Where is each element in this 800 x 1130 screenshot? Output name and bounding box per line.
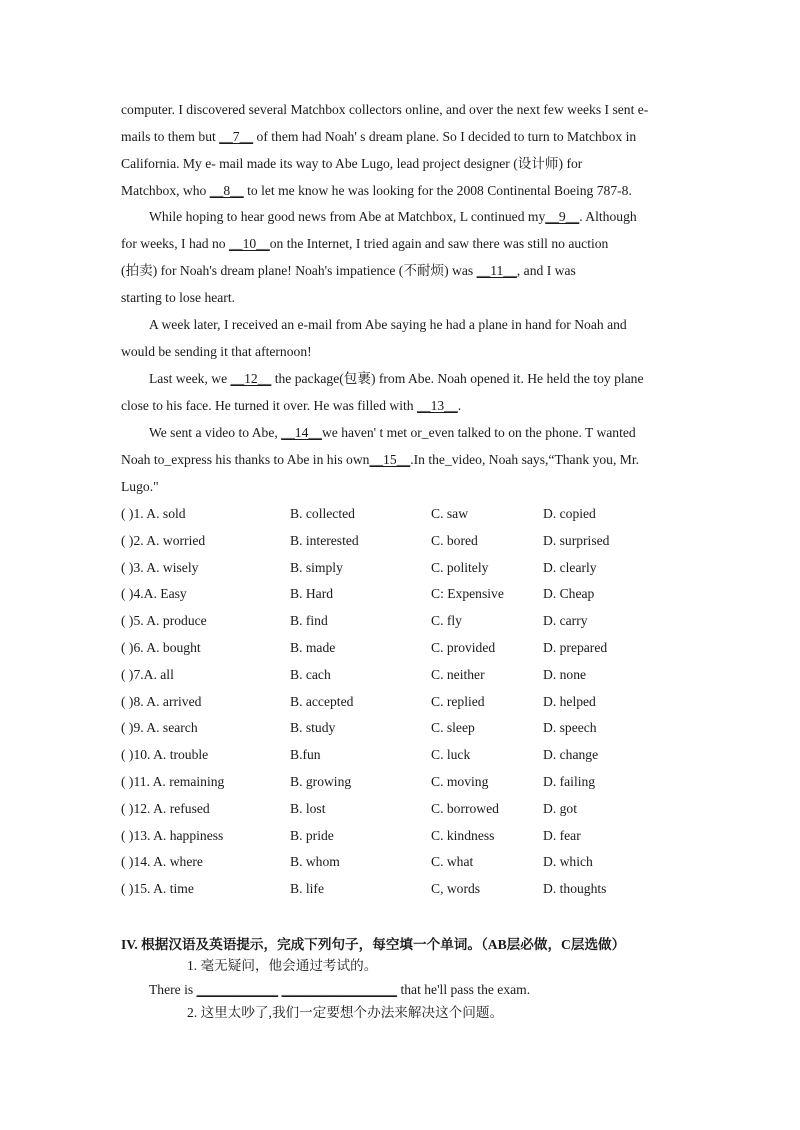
question-option-b: B. simply — [290, 559, 343, 575]
passage-text: , and I was — [516, 263, 576, 278]
question-option-a: ( )5. A. produce — [121, 613, 207, 629]
question-option-a: ( )15. A. time — [121, 881, 194, 897]
passage-line — [121, 262, 576, 280]
passage-line — [149, 316, 627, 334]
question-option-d: D. prepared — [543, 640, 608, 655]
question-option-a: ( )6. A. bought — [121, 640, 201, 655]
question-option-b: B. interested — [290, 532, 359, 548]
passage-text: Last week, we — [149, 371, 231, 386]
passage-text: the package(包裹) from Abe. Noah opened it. He held the toy plane — [271, 371, 644, 386]
cloze-blank: __15__ — [369, 452, 411, 467]
passage-line — [121, 128, 636, 146]
passage-text: . Although — [579, 209, 637, 224]
passage-text: A week later, I received an e-mail from Abe saying he had a plane in hand for Noah and — [149, 317, 627, 332]
question-option-c: C. what — [431, 854, 474, 870]
question-option-d: D. surprised — [543, 532, 610, 548]
passage-line — [149, 370, 644, 388]
question-option-b: B. growing — [290, 774, 352, 789]
question-option-c: C. borrowed — [431, 800, 499, 816]
question-option-a: ( )4.A. Easy — [121, 586, 187, 602]
sentence-text: that he'll pass the exam. — [397, 982, 531, 997]
passage-line — [121, 289, 235, 307]
section-title: IV. 根据汉语及英语提示，完成下列句子，每空填一个单词。（AB层必做，C层选做） — [121, 937, 626, 952]
question-option-c: C. fly — [431, 613, 462, 629]
question-option-c: C. politely — [431, 559, 489, 575]
cloze-blank: __7__ — [219, 129, 254, 144]
passage-line — [121, 101, 648, 119]
cloze-blank: __12__ — [230, 371, 272, 386]
cloze-blank: __9__ — [545, 209, 580, 224]
question-option-b: B. pride — [290, 827, 334, 843]
question-option-b: B. made — [290, 640, 336, 655]
passage-text: to let me know he was looking for the 2008 Continental Boeing 787-8. — [243, 183, 632, 198]
question-option-a: ( )7.A. all — [121, 666, 174, 682]
question-option-a: ( )14. A. where — [121, 854, 203, 870]
question-option-d: D. change — [543, 747, 599, 763]
answer-blank[interactable]: ____________ — [196, 982, 279, 997]
passage-line — [121, 235, 608, 253]
question-option-b: B.fun — [290, 747, 321, 763]
cloze-blank: __14__ — [281, 425, 322, 440]
sentence-text: There is — [149, 982, 197, 997]
passage-line — [121, 397, 461, 415]
question-option-b: B. study — [290, 720, 336, 736]
question-option-c: C: Expensive — [431, 586, 504, 602]
cloze-blank: __8__ — [209, 183, 244, 198]
question-option-a: ( )2. A. worried — [121, 532, 206, 548]
question-option-b: B. Hard — [290, 586, 334, 602]
passage-line — [149, 424, 636, 442]
passage-text: Noah to_express his thanks to Abe in his own — [121, 452, 370, 467]
question-option-b: B. collected — [290, 506, 355, 521]
question-option-c: C. moving — [431, 774, 489, 789]
task-prompt-cn: 1. 毫无疑问，他会通过考试的。 — [187, 958, 378, 973]
passage-text: would be sending it that afternoon! — [121, 344, 312, 359]
question-option-d: D. got — [543, 800, 577, 816]
task-prompt-cn: 2. 这里太吵了,我们一定要想个办法来解决这个问题。 — [187, 1005, 504, 1020]
question-option-d: D. clearly — [543, 559, 597, 575]
passage-line — [121, 343, 312, 361]
question-option-d: D. which — [543, 854, 593, 870]
question-option-a: ( )13. A. happiness — [121, 827, 224, 843]
passage-text: . — [457, 398, 462, 413]
passage-line — [121, 478, 159, 496]
passage-line — [121, 155, 582, 173]
passage-text: for weeks, I had no — [121, 236, 229, 251]
passage-line — [121, 182, 632, 200]
passage-text: computer. I discovered several Matchbox collectors online, and over the next few weeks I sent e- — [121, 102, 649, 117]
passage-text: (拍卖) for Noah's dream plane! Noah's impatience (不耐烦) was — [121, 263, 477, 278]
passage-text: .In the_video, Noah says,“Thank you, Mr. — [410, 452, 640, 467]
passage-text: Lugo." — [121, 479, 159, 494]
question-option-c: C. neither — [431, 666, 485, 682]
question-option-a: ( )8. A. arrived — [121, 693, 202, 709]
question-option-d: D. none — [543, 666, 587, 682]
question-option-b: B. lost — [290, 800, 326, 816]
question-option-c: C. kindness — [431, 827, 495, 843]
question-option-a: ( )9. A. search — [121, 720, 198, 736]
question-option-b: B. cach — [290, 666, 331, 682]
cloze-blank: __10__ — [228, 236, 270, 251]
answer-blank[interactable]: _________________ — [281, 982, 398, 997]
question-option-a: ( )11. A. remaining — [121, 774, 225, 789]
question-option-c: C. provided — [431, 640, 496, 655]
passage-text: on the Internet, I tried again and saw there was still no auction — [269, 236, 609, 251]
question-option-b: B. find — [290, 613, 328, 629]
question-option-d: D. helped — [543, 693, 596, 709]
question-option-d: D. thoughts — [543, 881, 607, 897]
question-option-c: C. replied — [431, 693, 485, 709]
question-option-d: D. carry — [543, 613, 588, 629]
cloze-blank: __13__ — [416, 398, 458, 413]
question-option-a: ( )10. A. trouble — [121, 747, 209, 763]
passage-text: Matchbox, who — [121, 183, 210, 198]
cloze-blank: __11__ — [476, 263, 517, 278]
question-option-d: D. Cheap — [543, 586, 595, 602]
passage-text: close to his face. He turned it over. He was filled with — [121, 398, 417, 413]
passage-text: starting to lose heart. — [121, 290, 236, 305]
question-option-b: B. whom — [290, 854, 340, 870]
task-sentence — [149, 981, 530, 999]
question-option-c: C. saw — [431, 506, 469, 521]
question-option-b: B. life — [290, 881, 324, 897]
question-option-d: D. fear — [543, 827, 581, 843]
question-option-c: C, words — [431, 881, 481, 897]
passage-text: We sent a video to Abe, — [149, 425, 282, 440]
question-option-a: ( )3. A. wisely — [121, 559, 199, 575]
passage-text: we haven' t met or_even talked to on the phone. T wanted — [321, 425, 636, 440]
question-option-c: C. sleep — [431, 720, 475, 736]
question-option-a: ( )1. A. sold — [121, 506, 186, 521]
passage-text: California. My e- mail made its way to Abe Lugo, lead project designer (设计师) for — [121, 156, 583, 171]
passage-text: While hoping to hear good news from Abe at Matchbox, L continued my — [149, 209, 546, 224]
passage-line — [149, 208, 637, 226]
question-option-d: D. failing — [543, 774, 596, 789]
passage-text: mails to them but — [121, 129, 220, 144]
question-option-c: C. bored — [431, 532, 478, 548]
question-option-d: D. speech — [543, 720, 597, 736]
question-option-d: D. copied — [543, 506, 596, 521]
question-option-b: B. accepted — [290, 693, 354, 709]
passage-text: of them had Noah' s dream plane. So I decided to turn to Matchbox in — [253, 129, 637, 144]
passage-line — [121, 451, 639, 469]
question-option-a: ( )12. A. refused — [121, 800, 210, 816]
question-option-c: C. luck — [431, 747, 471, 763]
